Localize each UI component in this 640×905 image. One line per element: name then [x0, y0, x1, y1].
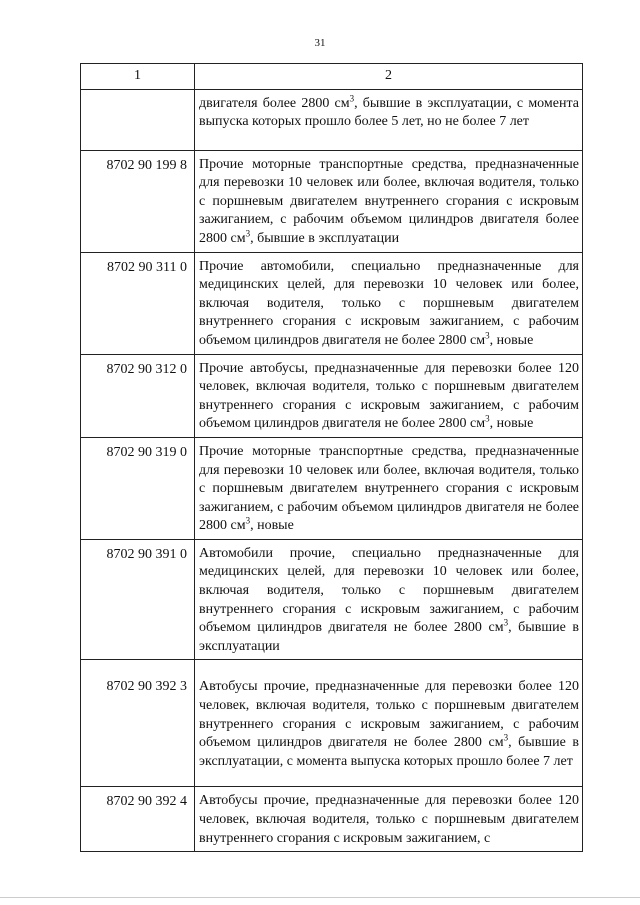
table-row — [81, 89, 583, 150]
description-cell: Автомобили прочие, специально предназначенные для медицинских целей, для перевозки 10 человек или более, включая водителя, только с поршневым двигателем внутреннего сгорания с искровым зажиганием, с рабочим объемом цилиндров двигателя не более 2800 $см^3$, бывшие в эксплуатации — [195, 539, 583, 660]
table-row — [81, 252, 583, 354]
page-number: 31 — [314, 37, 326, 49]
table-row — [81, 660, 583, 787]
code-cell: 8702 90 391 0 — [81, 539, 195, 660]
description-cell: двигателя более 2800 $см^3$, бывшие в эксплуатации, с момента выпуска которых прошло более 5 лет, но не более 7 лет — [195, 89, 583, 150]
table-row — [81, 354, 583, 437]
code-cell: 8702 90 319 0 — [81, 437, 195, 539]
code-cell: 8702 90 312 0 — [81, 354, 195, 437]
scan-edge-line — [0, 897, 640, 898]
table-row — [81, 787, 583, 852]
tariff-code-table — [80, 63, 583, 852]
code-cell: 8702 90 199 8 — [81, 150, 195, 252]
description-cell: Автобусы прочие, предназначенные для перевозки более 120 человек, включая водителя, только с поршневым двигателем внутреннего сгорания с искровым зажиганием, с — [195, 787, 583, 852]
code-cell: 8702 90 392 4 — [81, 787, 195, 852]
description-cell: Прочие автобусы, предназначенные для перевозки более 120 человек, включая водителя, только с поршневым двигателем внутреннего сгорания с искровым зажиганием, с рабочим объемом цилиндров двигателя не более 2800 $см^3$, новые — [195, 354, 583, 437]
header-col-2: 2 — [195, 64, 583, 90]
table-row — [81, 150, 583, 252]
description-cell: Прочие моторные транспортные средства, предназначенные для перевозки 10 человек или более, включая водителя, только с поршневым двигателем внутреннего сгорания с искровым зажиганием, с рабочим объемом цилиндров двигателя не более 2800 $см^3$, новые — [195, 437, 583, 539]
code-cell: 8702 90 392 3 — [81, 660, 195, 787]
description-cell: Прочие автомобили, специально предназначенные для медицинских целей, для перевозки 10 человек или более, включая водителя, только с поршневым двигателем внутреннего сгорания с искровым зажиганием, с рабочим объемом цилиндров двигателя не более 2800 $см^3$, новые — [195, 252, 583, 354]
table-row — [81, 539, 583, 660]
header-col-1: 1 — [81, 64, 195, 90]
table-row — [81, 437, 583, 539]
table-header-row — [81, 64, 583, 90]
description-cell: Прочие моторные транспортные средства, предназначенные для перевозки 10 человек или более, включая водителя, только с поршневым двигателем внутреннего сгорания с искровым зажиганием, с рабочим объемом цилиндров двигателя более 2800 $см^3$, бывшие в эксплуатации — [195, 150, 583, 252]
code-cell — [81, 89, 195, 150]
description-cell: Автобусы прочие, предназначенные для перевозки более 120 человек, включая водителя, только с поршневым двигателем внутреннего сгорания с искровым зажиганием, с рабочим объемом цилиндров двигателя не более 2800 $см^3$, бывшие в эксплуатации, с момента выпуска которых прошло более 7 лет — [195, 660, 583, 787]
code-cell: 8702 90 311 0 — [81, 252, 195, 354]
